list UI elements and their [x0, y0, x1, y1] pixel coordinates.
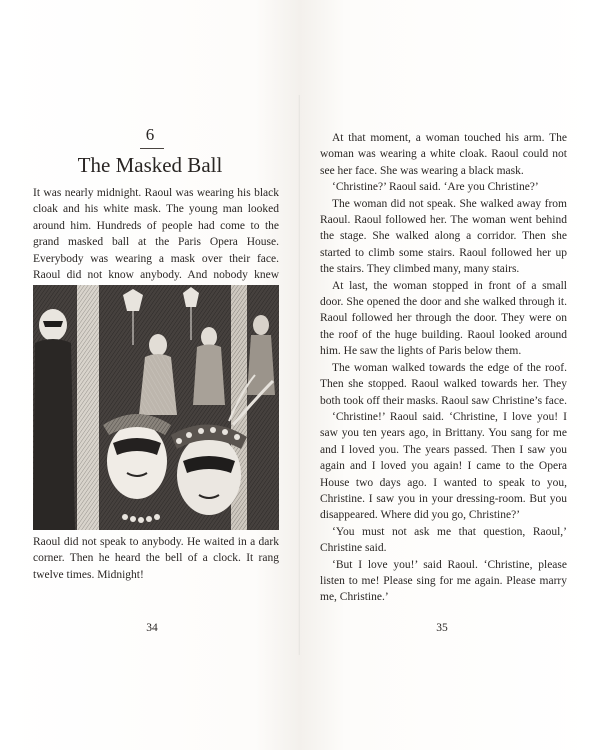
paragraph: It was nearly midnight. Raoul was wearing his black cloak and his white mask. The young man looked around him. Hundreds of people had come to the grand masked ball at the Paris Opera House. Everybody was wearing a mask over their face. Raoul did not know anybody. And nobody knew	[33, 187, 279, 282]
closing-paragraph	[33, 534, 279, 583]
paragraph: ‘Christine!’ Raoul said. ‘Christine, I love you! I saw you ten years ago, in Brittany. You sang for me and I loved you. The years passed. Then I saw you again and I loved you again! I came to the Opera House two days ago. I wanted to speak to you, Christine. I saw you in your dressing-room. But you disappeared. Where did you go, Christine?’	[320, 410, 567, 522]
chapter-title: The Masked Ball	[77, 153, 223, 177]
paragraph: At last, the woman stopped in front of a small door. She opened the door and she walked through it. Raoul followed her through the door. They were on the roof of the huge building. Raoul looked around him. He saw the lights of Paris below them.	[320, 279, 567, 358]
page-number-left: 34	[146, 622, 158, 634]
paragraph: The woman did not speak. She walked away from Raoul. Raoul followed her. The woman went behind the stage. She walked along a corridor. Then she started to climb some stairs. Raoul followed her up the stairs. They climbed many, many stairs.	[320, 197, 567, 276]
chapter-number: 6	[145, 125, 155, 144]
page-number-right: 35	[436, 622, 448, 634]
chapter-rule	[140, 148, 164, 149]
paragraph: The woman walked towards the edge of the roof. Then she stopped. Raoul walked towards her. They both took off their masks. Raoul saw Christine’s face.	[320, 361, 567, 407]
masked-ball-illustration	[33, 285, 279, 530]
right-page-text	[320, 130, 567, 606]
paragraph: At that moment, a woman touched his arm. The woman was wearing a white cloak. Raoul could not see her face. She was wearing a black mask.	[320, 132, 567, 177]
paragraph: ‘You must not ask me that question, Raoul,’ Christine said.	[320, 525, 567, 555]
paragraph: Raoul did not speak to anybody. He waited in a dark corner. Then he heard the bell of a clock. It rang twelve times. Midnight!	[33, 536, 279, 581]
paragraph: ‘Christine?’ Raoul said. ‘Are you Christine?’	[332, 181, 539, 194]
masked-ball-engraving-icon	[33, 285, 279, 530]
paragraph: ‘But I love you!’ said Raoul. ‘Christine, please listen to me! Please sing for me again. Please marry me, Christine.’	[320, 558, 567, 604]
opening-paragraph	[33, 185, 279, 300]
